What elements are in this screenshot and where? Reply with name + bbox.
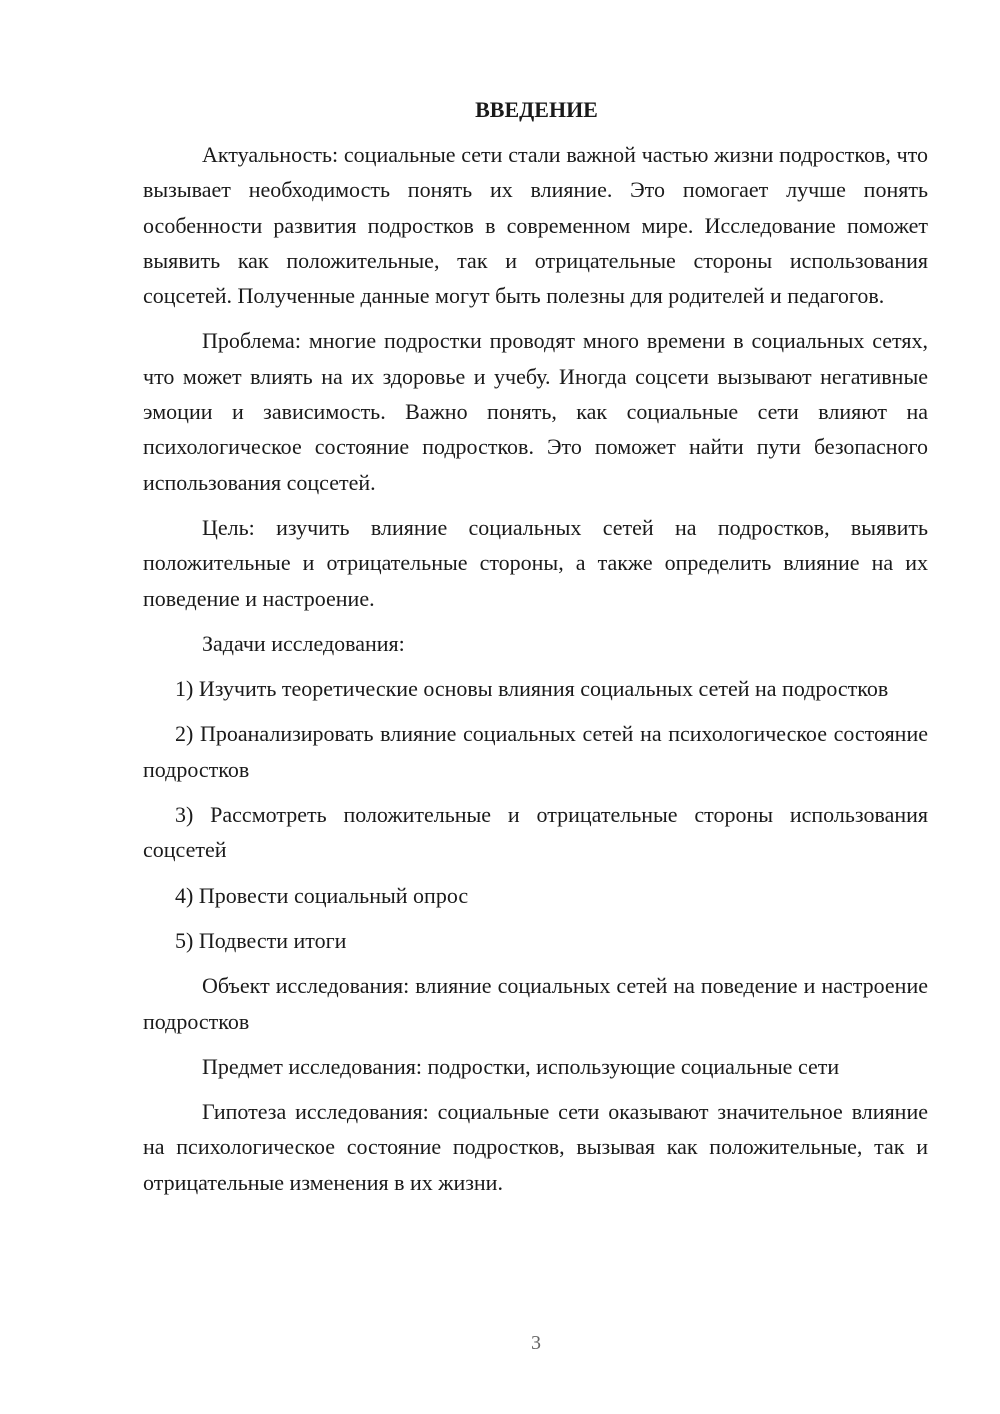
paragraph-relevance: Актуальность: социальные сети стали важной частью жизни подростков, что вызывает необходимость понять их влияние. Это помогает лучше понять особенности развития подростков в современном мире. Исследование поможет выявить как положительные, так и отрицательные стороны использования соцсетей. Полученные данные могут быть полезны для родителей и педагогов.: [143, 142, 928, 309]
paragraph-problem: Проблема: многие подростки проводят много времени в социальных сетях, что может влиять на их здоровье и учебу. Иногда соцсети вызывают негативные эмоции и зависимость. Важно понять, как социальные сети влияют на психологическое состояние подростков. Это поможет найти пути безопасного использования соцсетей.: [143, 328, 928, 495]
paragraph-hypothesis: Гипотеза исследования: социальные сети оказывают значительное влияние на психологическое состояние подростков, вызывая как положительные, так и отрицательные изменения в их жизни.: [143, 1099, 928, 1195]
list-item: 5) Подвести итоги: [175, 927, 347, 953]
paragraph-goal: Цель: изучить влияние социальных сетей на подростков, выявить положительные и отрицательные стороны, а также определить влияние на их поведение и настроение.: [143, 514, 928, 611]
page-number: 3: [531, 1332, 541, 1354]
list-item: 2) Проанализировать влияние социальных сетей на психологическое состояние подростков: [143, 721, 928, 782]
paragraph-subject: Предмет исследования: подростки, использующие социальные сети: [202, 1053, 840, 1079]
list-item: 3) Рассмотреть положительные и отрицательные стороны использования соцсетей: [143, 802, 928, 863]
page-title: ВВЕДЕНИЕ: [475, 97, 598, 122]
paragraph-object: Объект исследования: влияние социальных сетей на поведение и настроение подростков: [143, 973, 928, 1034]
list-item: 4) Провести социальный опрос: [175, 882, 469, 908]
list-item: 1) Изучить теоретические основы влияния социальных сетей на подростков: [175, 676, 889, 702]
document-page: [143, 95, 928, 1210]
tasks-list: [143, 671, 928, 958]
paragraph-tasks-heading: Задачи исследования:: [202, 630, 405, 656]
